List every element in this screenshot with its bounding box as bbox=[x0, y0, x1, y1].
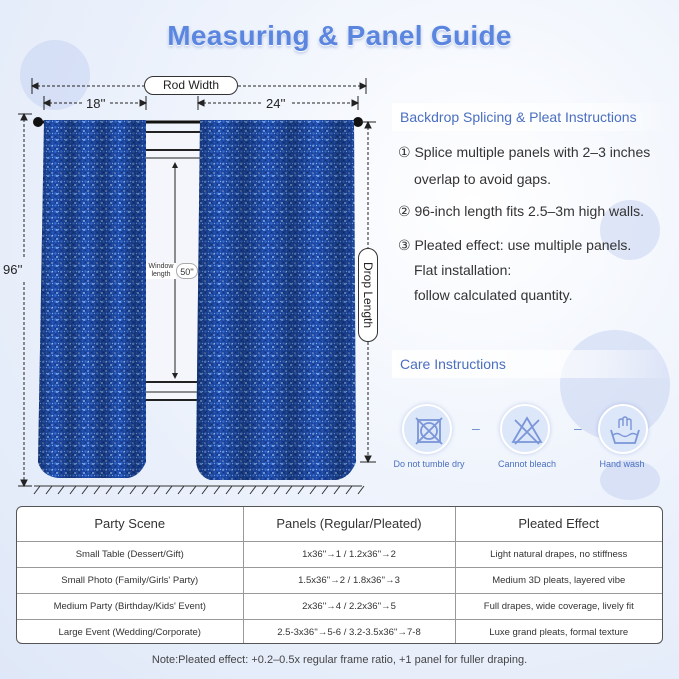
table-cell: Full drapes, wide coverage, lively fit bbox=[455, 593, 662, 619]
table-cell: 2x36''→4 / 2.2x36''→5 bbox=[243, 593, 455, 619]
floor-line bbox=[34, 486, 364, 494]
table-row bbox=[17, 541, 662, 567]
table-header-row bbox=[17, 507, 662, 541]
table-row bbox=[17, 619, 662, 644]
care-separator: – bbox=[574, 420, 582, 436]
care-label: Hand wash bbox=[599, 459, 645, 469]
right-curtain-panel bbox=[196, 120, 356, 480]
table-cell: Medium 3D pleats, layered vibe bbox=[455, 567, 662, 593]
splicing-item: ① Splice multiple panels with 2–3 inches bbox=[398, 144, 651, 160]
height-label: 96'' bbox=[3, 262, 23, 277]
table-cell: Light natural drapes, no stiffness bbox=[455, 541, 662, 567]
splicing-heading: Backdrop Splicing & Pleat Instructions bbox=[392, 103, 679, 131]
column-header: Panels (Regular/Pleated) bbox=[243, 507, 455, 541]
table-cell: 1x36''→1 / 1.2x36''→2 bbox=[243, 541, 455, 567]
no-tumble-dry-icon bbox=[402, 404, 452, 454]
drop-length-label: Drop Length bbox=[361, 261, 375, 329]
care-heading: Care Instructions bbox=[392, 350, 679, 378]
care-separator: – bbox=[472, 420, 480, 436]
footnote: Note:Pleated effect: +0.2–0.5x regular frame ratio, +1 panel for fuller draping. bbox=[151, 654, 528, 666]
table-cell: Small Photo (Family/Girls' Party) bbox=[17, 567, 243, 593]
left-width-label: 18'' bbox=[86, 96, 106, 111]
drop-length-badge bbox=[358, 248, 378, 342]
splicing-item: ② 96-inch length fits 2.5–3m high walls. bbox=[398, 203, 645, 219]
height-dimension bbox=[18, 114, 32, 486]
care-label: Cannot bleach bbox=[497, 459, 557, 469]
column-header: Pleated Effect bbox=[455, 507, 662, 541]
table-cell: 2.5-3x36''→5-6 / 3.2-3.5x36''→7-8 bbox=[243, 619, 455, 644]
window-length-label: Window length bbox=[146, 263, 176, 279]
table-row bbox=[17, 593, 662, 619]
table-cell: Luxe grand pleats, formal texture bbox=[455, 619, 662, 644]
window-length-value: 50'' bbox=[176, 263, 198, 279]
table-cell: Large Event (Wedding/Corporate) bbox=[17, 619, 243, 644]
panel-guide-table bbox=[16, 506, 663, 644]
care-label: Do not tumble dry bbox=[393, 459, 465, 469]
splicing-item: follow calculated quantity. bbox=[414, 287, 573, 303]
splicing-item: Flat installation: bbox=[414, 262, 512, 278]
table-cell: 1.5x36''→2 / 1.8x36''→3 bbox=[243, 567, 455, 593]
rod-end-left bbox=[33, 117, 43, 127]
splicing-item: overlap to avoid gaps. bbox=[414, 171, 551, 187]
table-cell: Small Table (Dessert/Gift) bbox=[17, 541, 243, 567]
left-curtain-panel bbox=[38, 120, 146, 478]
page-title: Measuring & Panel Guide bbox=[167, 20, 512, 51]
no-bleach-icon bbox=[500, 404, 550, 454]
right-width-label: 24'' bbox=[266, 96, 286, 111]
table-cell: Medium Party (Birthday/Kids' Event) bbox=[17, 593, 243, 619]
hand-wash-icon bbox=[598, 404, 648, 454]
column-header: Party Scene bbox=[17, 507, 243, 541]
table-row bbox=[17, 567, 662, 593]
splicing-item: ③ Pleated effect: use multiple panels. bbox=[398, 237, 632, 253]
rod-width-label: Rod Width bbox=[144, 76, 238, 95]
